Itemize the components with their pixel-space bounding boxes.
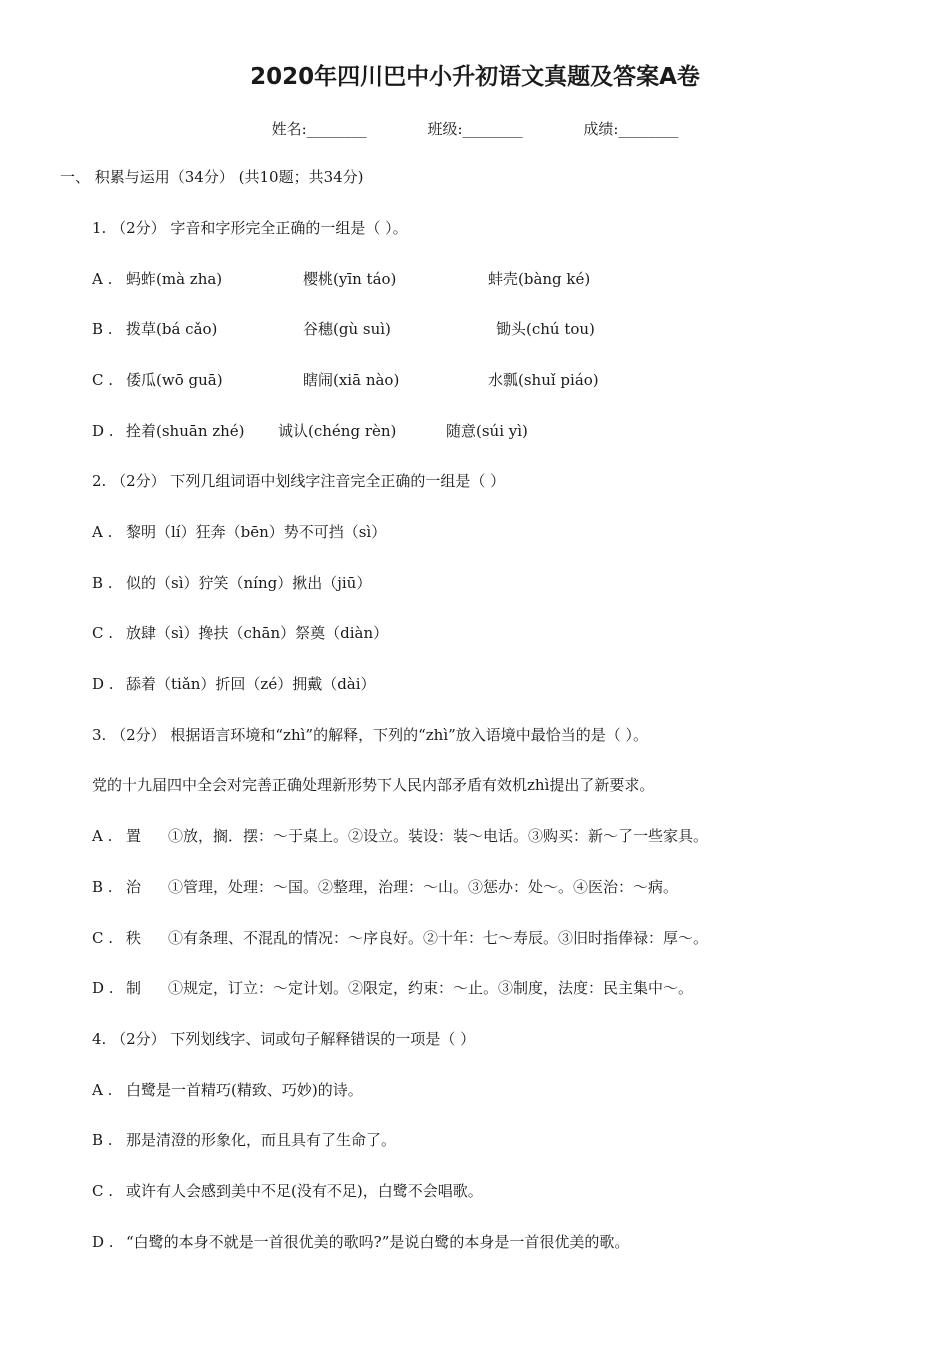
option-text: 那是清澄的形象化，而且具有了生命了。: [126, 1131, 397, 1149]
option-item: 拨草(bá cǎo): [126, 320, 218, 338]
score-field[interactable]: 成绩:________: [583, 120, 679, 138]
option-text: ①放，搁．摆：～于桌上。②设立。装设：装～电话。③购买：新～了一些家具。: [168, 827, 709, 845]
option-item: 锄头(chú tou): [496, 320, 595, 338]
option-item: 水瓢(shuǐ piáo): [488, 371, 599, 389]
option-label: D .: [92, 675, 114, 693]
option-label: A .: [92, 1081, 113, 1099]
option-text: 舔着（tiǎn）折回（zé）拥戴（dài）: [126, 675, 376, 693]
option-text: 黎明（lí）狂奔（bēn）势不可挡（sì）: [126, 523, 387, 541]
option-item: 谷穗(gù suì): [303, 320, 391, 338]
question-3-context: 党的十九届四中全会对完善正确处理新形势下人民内部矛盾有效机zhì提出了新要求。: [92, 776, 655, 794]
option-item: 樱桃(yīn táo): [303, 270, 397, 288]
option-item: 倭瓜(wō guā): [126, 371, 223, 389]
option-item: 瞎闹(xiā nào): [303, 371, 400, 389]
option-char: 秩: [126, 929, 142, 947]
option-label: D .: [92, 979, 114, 997]
option-label: D .: [92, 422, 114, 440]
option-char: 置: [126, 827, 142, 845]
question-4-stem: 4. （2分） 下列划线字、词或句子解释错误的一项是（ ）: [92, 1030, 476, 1048]
option-item: 蚂蚱(mà zha): [126, 270, 223, 288]
option-label: A .: [92, 827, 113, 845]
option-text: ①管理，处理：～国。②整理，治理：～山。③惩办：处～。④医治：～病。: [168, 878, 679, 896]
option-text: 白鹭是一首精巧(精致、巧妙)的诗。: [126, 1081, 363, 1099]
option-label: C .: [92, 624, 114, 642]
page-title: 2020年四川巴中小升初语文真题及答案A卷: [250, 64, 700, 90]
option-label: B .: [92, 1131, 113, 1149]
option-text: ①规定，订立：～定计划。②限定，约束：～止。③制度，法度：民主集中～。: [168, 979, 694, 997]
option-item: 拴着(shuān zhé): [126, 422, 245, 440]
option-label: C .: [92, 1182, 114, 1200]
option-item: 随意(súi yì): [446, 422, 528, 440]
class-field[interactable]: 班级:________: [427, 120, 523, 138]
option-label: D .: [92, 1233, 114, 1251]
option-label: B .: [92, 574, 113, 592]
question-1-stem: 1. （2分） 字音和字形完全正确的一组是（ ）。: [92, 219, 408, 237]
option-label: C .: [92, 371, 114, 389]
name-field[interactable]: 姓名:________: [271, 120, 367, 138]
student-info: [0, 118, 950, 139]
option-text: 放肆（sì）搀扶（chān）祭奠（diàn）: [126, 624, 389, 642]
option-text: “白鹭的本身不就是一首很优美的歌吗?”是说白鹭的本身是一首很优美的歌。: [126, 1233, 630, 1251]
option-item: 诚认(chéng rèn): [278, 422, 397, 440]
option-item: 蚌壳(bàng ké): [488, 270, 591, 288]
option-char: 治: [126, 878, 142, 896]
option-label: B .: [92, 320, 113, 338]
section-heading: 一、 积累与运用（34分） (共10题；共34分): [60, 168, 364, 186]
question-2-stem: 2. （2分） 下列几组词语中划线字注音完全正确的一组是（ ）: [92, 472, 506, 490]
option-text: 或许有人会感到美中不足(没有不足)，白鹭不会唱歌。: [126, 1182, 483, 1200]
option-label: A .: [92, 523, 113, 541]
option-text: ①有条理、不混乱的情况：～序良好。②十年：七～寿辰。③旧时指俸禄：厚～。: [168, 929, 709, 947]
option-label: C .: [92, 929, 114, 947]
option-label: B .: [92, 878, 113, 896]
option-char: 制: [126, 979, 142, 997]
question-3-stem: 3. （2分） 根据语言环境和“zhì”的解释，下列的“zhì”放入语境中最恰当的是（ ）。: [92, 726, 649, 744]
option-label: A .: [92, 270, 113, 288]
option-text: 似的（sì）狞笑（níng）揪出（jiū）: [126, 574, 372, 592]
